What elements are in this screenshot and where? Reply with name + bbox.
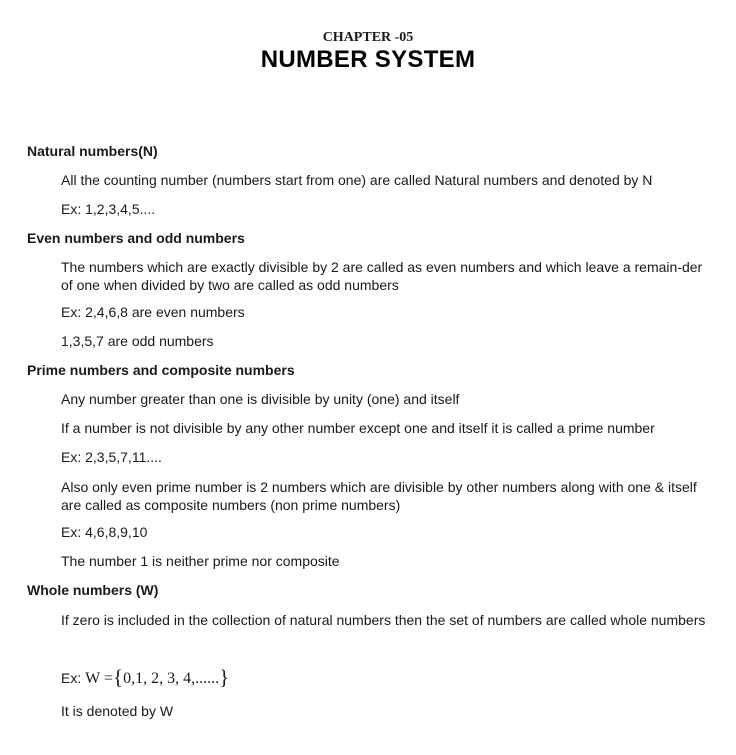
example-equation: [61, 664, 229, 689]
section-heading-natural-numbers: Natural numbers(N): [27, 143, 158, 159]
paragraph: If a number is not divisible by any other number except one and itself it is called a prime number: [61, 420, 655, 436]
equation-lhs: W =: [85, 670, 113, 687]
section-heading-prime-composite-numbers: Prime numbers and composite numbers: [27, 362, 295, 378]
open-brace: {: [112, 665, 124, 689]
paragraph-text: Also only even prime number is 2 numbers which are divisible by other numbers along with one & itself are called as composite numbers (non prime numbers): [61, 479, 697, 513]
paragraph: Any number greater than one is divisible by unity (one) and itself: [61, 391, 460, 407]
paragraph-text: The numbers which are exactly divisible by 2 are called as even numbers and which leave a remain-der of one when divided by two are called as odd numbers: [61, 259, 703, 293]
equation-set: 0,1, 2, 3, 4,......: [123, 670, 220, 687]
page-title: NUMBER SYSTEM: [260, 46, 476, 73]
paragraph: It is denoted by W: [61, 703, 174, 719]
example-text: Ex: 4,6,8,9,10: [61, 524, 148, 540]
example-text: Ex: 2,3,5,7,11....: [61, 449, 162, 465]
chapter-label: CHAPTER -05: [322, 30, 414, 45]
section-heading-even-odd-numbers: Even numbers and odd numbers: [27, 230, 245, 246]
example-text: 1,3,5,7 are odd numbers: [61, 333, 214, 349]
example-prefix: Ex:: [61, 670, 82, 686]
paragraph-text: If zero is included in the collection of natural numbers then the set of numbers are called whole numbers: [61, 612, 706, 628]
example-text: Ex: 1,2,3,4,5....: [61, 201, 156, 217]
paragraph: The number 1 is neither prime nor composite: [61, 553, 340, 569]
paragraph: All the counting number (numbers start from one) are called Natural numbers and denoted by N: [61, 172, 653, 188]
paragraph: [61, 611, 706, 629]
paragraph: [61, 478, 707, 514]
section-heading-whole-numbers: Whole numbers (W): [27, 582, 159, 598]
paragraph: [61, 258, 707, 294]
example-text: Ex: 2,4,6,8 are even numbers: [61, 304, 245, 320]
close-brace: }: [219, 665, 230, 689]
